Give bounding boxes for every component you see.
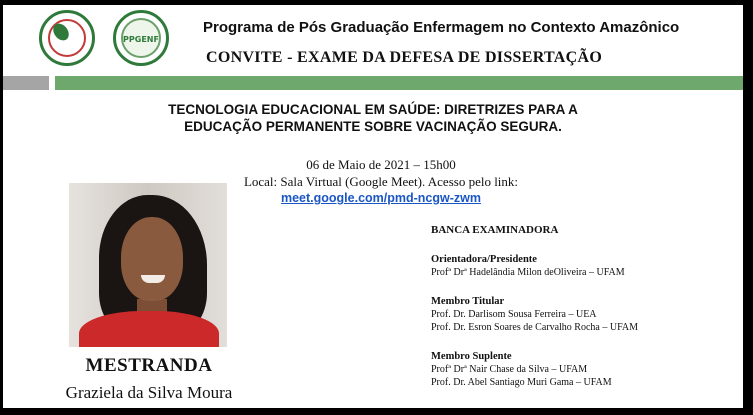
board-group-advisor: [431, 253, 741, 279]
board-member: Prof. Dr. Esron Soares de Carvalho Rocha – UFAM: [431, 322, 639, 333]
board-heading: BANCA EXAMINADORA: [431, 224, 559, 236]
board-role: Orientadora/Presidente: [431, 254, 537, 265]
invite-heading: CONVITE - EXAME DA DEFESA DE DISSERTAÇÃO: [206, 49, 603, 66]
meet-link[interactable]: meet.google.com/pmd-ncgw-zwm: [280, 191, 481, 205]
event-date: 06 de Maio de 2021 – 15h00: [306, 157, 456, 172]
board-member: Profª Drª Hadelândia Milon deOliveira – UFAM: [431, 267, 625, 278]
board-member: Profª Drª Nair Chase da Silva – UFAM: [431, 364, 588, 375]
board-group-titular: [431, 295, 741, 334]
board-member: Prof. Dr. Abel Santiago Muri Gama – UFAM: [431, 377, 612, 388]
university-logo: [39, 10, 95, 66]
ppgenf-logo-text: PPGENF: [123, 35, 159, 44]
candidate-name: Graziela da Silva Moura: [65, 383, 233, 402]
program-name: Programa de Pós Graduação Enfermagem no Contexto Amazônico: [203, 19, 680, 36]
board-role: Membro Suplente: [431, 351, 512, 362]
event-location: Local: Sala Virtual (Google Meet). Acesso pelo link:: [243, 174, 519, 189]
candidate-photo: [69, 183, 227, 347]
board-member: Prof. Dr. Darlisom Sousa Ferreira – UEA: [431, 309, 597, 320]
dissertation-title-line2: EDUCAÇÃO PERMANENTE SOBRE VACINAÇÃO SEGURA.: [184, 119, 562, 134]
divider-green: [55, 76, 743, 90]
candidate-label: MESTRANDA: [85, 355, 213, 376]
board-role: Membro Titular: [431, 296, 505, 307]
invitation-page: [3, 5, 743, 408]
dissertation-title-line1: TECNOLOGIA EDUCACIONAL EM SAÚDE: DIRETRIZES PARA A: [168, 102, 578, 117]
dissertation-title: [3, 101, 743, 135]
examining-board: [431, 224, 741, 405]
board-group-suplente: [431, 350, 741, 389]
ppgenf-logo: [113, 10, 169, 66]
divider-gray: [3, 76, 49, 90]
